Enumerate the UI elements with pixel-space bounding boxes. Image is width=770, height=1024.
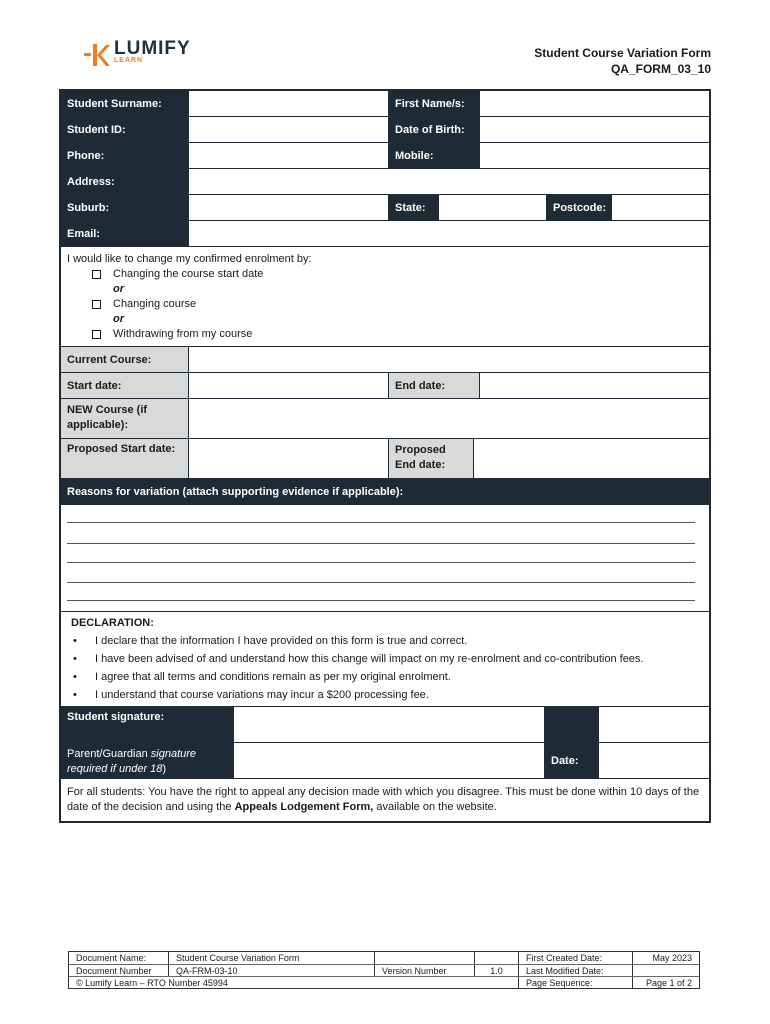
proposed-end-field[interactable]: [473, 439, 709, 478]
email-label: Email:: [61, 221, 188, 246]
page-sequence-label: Page Sequence:: [518, 977, 632, 988]
new-course-field[interactable]: [188, 399, 709, 438]
version-label: Version Number: [374, 965, 474, 976]
doc-number-label: Document Number: [76, 966, 152, 976]
proposed-start-label: Proposed Start date:: [61, 439, 188, 478]
guardian-signature-label: [61, 743, 233, 778]
declaration: [61, 611, 709, 706]
appeal-text-end: available on the website.: [373, 801, 497, 813]
student-signature-field[interactable]: [233, 707, 544, 742]
checkbox[interactable]: [92, 300, 101, 309]
writing-line: [67, 543, 695, 544]
guardian-prefix: Parent/Guardian: [67, 748, 151, 760]
mobile-field[interactable]: [479, 143, 709, 168]
form-header: [534, 45, 711, 77]
writing-line: [67, 582, 695, 583]
checkbox[interactable]: [92, 330, 101, 339]
student-id-label: Student ID:: [61, 117, 188, 142]
guardian-suffix: ): [162, 763, 167, 775]
option-label: Changing course: [113, 298, 197, 310]
proposed-start-field[interactable]: [188, 439, 388, 478]
guardian-signature-field[interactable]: [233, 743, 544, 778]
state-field[interactable]: [438, 195, 546, 220]
declaration-item: • I have been advised of and understand how this change will impact on my re-enrolment and co-contribution fees.: [71, 650, 699, 668]
logo-brand: LUMIFY: [114, 38, 191, 59]
variation-form: [59, 89, 711, 823]
declaration-list: [71, 632, 699, 704]
lumify-logo: [84, 38, 204, 68]
guardian-italic: signature required if under 18: [67, 748, 197, 775]
option-start-date[interactable]: [67, 267, 703, 282]
declaration-item: • I declare that the information I have provided on this form is true and correct.: [71, 632, 699, 650]
form-title: Student Course Variation Form: [534, 46, 711, 60]
footer-empty: [474, 952, 518, 964]
footer-empty: [374, 952, 474, 964]
document-footer: [68, 951, 700, 989]
new-course-label: NEW Course (if applicable):: [61, 399, 188, 438]
suburb-label: Suburb:: [61, 195, 188, 220]
last-modified: [632, 965, 699, 976]
option-withdraw[interactable]: [67, 327, 703, 342]
form-code: QA_FORM_03_10: [610, 62, 711, 76]
address-label: Address:: [61, 169, 188, 194]
mobile-label: Mobile:: [388, 143, 479, 168]
copyright: © Lumify Learn – RTO Number 45994: [76, 978, 228, 988]
surname-label: Student Surname:: [61, 91, 188, 116]
end-date-label: End date:: [388, 373, 479, 398]
doc-name: Student Course Variation Form: [168, 952, 374, 964]
end-date-field[interactable]: [479, 373, 709, 398]
reasons-label: Reasons for variation (attach supporting evidence if applicable):: [61, 479, 709, 504]
current-course-label: Current Course:: [61, 347, 188, 372]
doc-number: QA-FRM-03-10: [168, 965, 374, 976]
version-number: 1.0: [474, 965, 518, 976]
writing-line: [67, 562, 695, 563]
doc-name-label: Document Name:: [76, 953, 147, 963]
writing-line: [67, 522, 695, 523]
dob-field[interactable]: [479, 117, 709, 142]
proposed-end-label: Proposed End date:: [388, 439, 473, 478]
phone-label: Phone:: [61, 143, 188, 168]
declaration-item: • I understand that course variations may incur a $200 processing fee.: [71, 686, 699, 704]
first-created: May 2023: [632, 952, 699, 964]
declaration-title: DECLARATION:: [71, 617, 154, 629]
option-label: Changing the course start date: [113, 268, 264, 280]
first-name-field[interactable]: [479, 91, 709, 116]
state-label: State:: [388, 195, 438, 220]
last-modified-label: Last Modified Date:: [518, 965, 632, 976]
appeals-form-name: Appeals Lodgement Form,: [234, 801, 374, 813]
start-date-field[interactable]: [188, 373, 388, 398]
postcode-label: Postcode:: [546, 195, 611, 220]
writing-line: [67, 600, 695, 601]
email-field[interactable]: [188, 221, 709, 246]
change-options: [61, 246, 709, 346]
date-label: Date:: [544, 743, 598, 778]
first-created-label: First Created Date:: [518, 952, 632, 964]
postcode-field[interactable]: [611, 195, 709, 220]
option-label: Withdrawing from my course: [113, 328, 253, 340]
first-name-label: First Name/s:: [388, 91, 479, 116]
student-id-field[interactable]: [188, 117, 388, 142]
phone-field[interactable]: [188, 143, 388, 168]
student-date-field[interactable]: [598, 707, 709, 742]
suburb-field[interactable]: [188, 195, 388, 220]
appeal-note: [61, 778, 709, 821]
guardian-date-field[interactable]: [598, 743, 709, 778]
change-intro: I would like to change my confirmed enrolment by:: [67, 253, 312, 265]
student-signature-label: Student signature:: [61, 707, 233, 742]
current-course-field[interactable]: [188, 347, 709, 372]
signature-date-label-top: [544, 707, 598, 742]
logo-sub: LEARN: [114, 57, 144, 64]
start-date-label: Start date:: [61, 373, 188, 398]
lumify-logo-icon: [84, 42, 110, 68]
declaration-item: • I agree that all terms and conditions remain as per my original enrolment.: [71, 668, 699, 686]
or-text: or: [113, 313, 124, 325]
or-text: or: [113, 283, 124, 295]
reasons-field[interactable]: [61, 504, 709, 611]
dob-label: Date of Birth:: [388, 117, 479, 142]
surname-field[interactable]: [188, 91, 388, 116]
address-field[interactable]: [188, 169, 709, 194]
appeal-text: For all students: You have the right to appeal any decision made with which you disagree. This must be done within 10 days of the date of the decision and using the: [67, 786, 700, 813]
option-change-course[interactable]: [67, 297, 703, 312]
checkbox[interactable]: [92, 270, 101, 279]
page-sequence: Page 1 of 2: [632, 977, 699, 988]
